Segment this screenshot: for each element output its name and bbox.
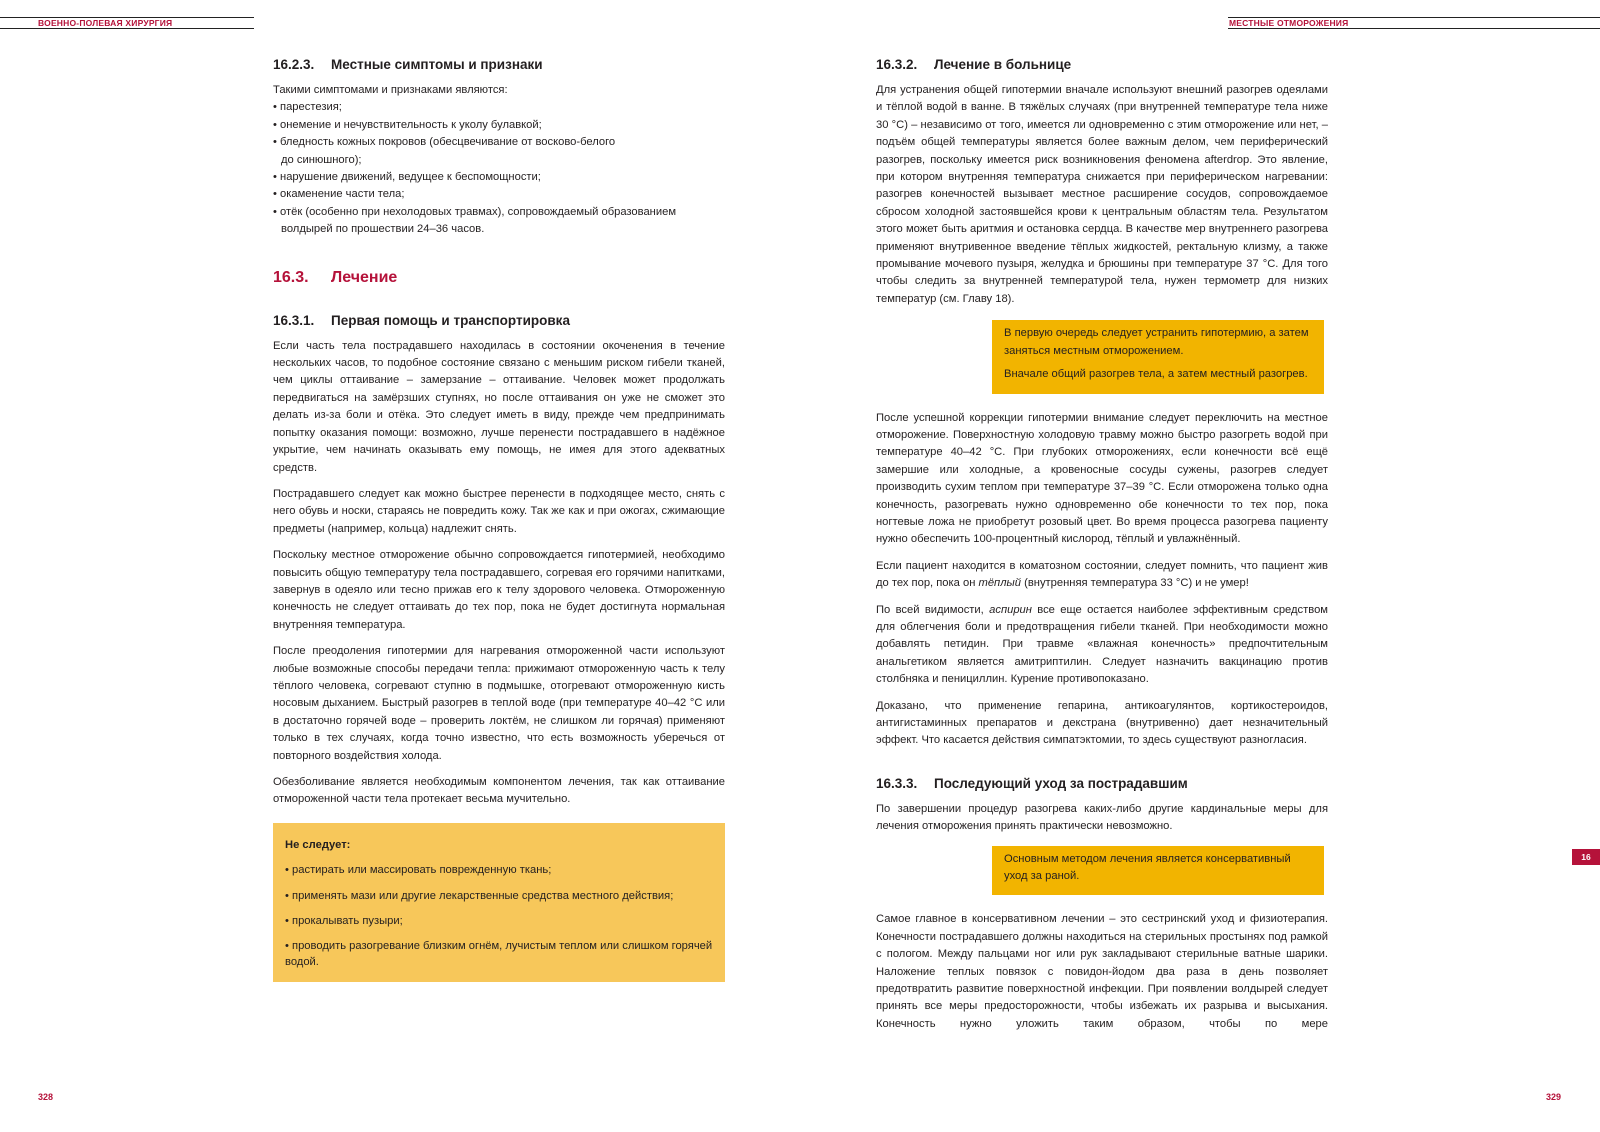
text-run: (внутренняя температура 33 °С) и не умер! bbox=[1020, 577, 1249, 590]
list-item: • окаменение части тела; bbox=[273, 188, 405, 201]
warning-box-item: • применять мази или другие лекарственные средства местного действия; bbox=[285, 889, 674, 902]
list-item: • нарушение движений, ведущее к беспомощности; bbox=[273, 171, 541, 184]
body-paragraph bbox=[876, 558, 1328, 593]
body-paragraph: Поскольку местное отморожение обычно сопровождается гипотермией, необходимо повысить общую температуру тела пострадавшего, согревая его горячими напитками, завернув в одеяло или тесно прижав его к телу здорового человека. Отмороженную конечность не следует оттаивать до тех пор, пока не будет достигнута нормальная внутренняя температура. bbox=[273, 549, 725, 631]
body-paragraph: После преодоления гипотермии для нагревания отмороженной части используют любые возможные способы передачи тепла: прижимают отмороженную часть к телу тёплого человека, согревают ступню в подмышке, отогревают отмороженную кисть носовым дыханием. Быстрый разогрев в теплой воде (при температуре 40–42 °С или в достаточно горячей воде – проверить локтём, не слишком ли горячая) применяют только в тех случаях, когда точно известно, что есть возможность уберечься от повторного воздействия холода. bbox=[273, 645, 725, 762]
warning-box-item: • прокалывать пузыри; bbox=[285, 915, 403, 928]
heading-number: 16.3.3. bbox=[876, 775, 918, 791]
heading-number: 16.2.3. bbox=[273, 57, 315, 72]
list-item-continuation: до синюшного); bbox=[281, 153, 362, 166]
header-rule-left-bottom bbox=[0, 28, 254, 29]
text-run: По всей видимости, bbox=[876, 603, 990, 616]
heading-16-3-2 bbox=[876, 57, 1328, 72]
right-page-column bbox=[876, 57, 1328, 1042]
body-paragraph: После успешной коррекции гипотермии внимание следует переключить на местное отморожение. Поверхностную холодовую травму можно быстро разогреть водой при температуре 40–42 °С. При глубоких отморожениях, если конечности всё ещё замершие или холодные, а кровеносные сосуды сужены, разогрев следует производить сухим теплом при температуре 37–39 °С. Если отморожена только одна конечность, разогревать нужно одновременно обе конечности то тех пор, пока ногтевые ложа не приобретут розовый цвет. Во время процесса разогрева пациенту нужно обеспечить 100-процентный кислород, тёплый и увлажнённый. bbox=[876, 411, 1328, 546]
warning-box-title: Не следует: bbox=[285, 838, 351, 851]
list-item-continuation: волдырей по прошествии 24–36 часов. bbox=[281, 223, 485, 236]
list-item: • бледность кожных покровов (обесцвечивание от восково-белого bbox=[273, 136, 616, 149]
heading-16-2-3 bbox=[273, 57, 725, 72]
list-item: • парестезия; bbox=[273, 101, 342, 114]
header-rule-right-bottom bbox=[1228, 28, 1600, 29]
running-header-left: ВОЕННО-ПОЛЕВАЯ ХИРУРГИЯ bbox=[38, 18, 173, 28]
warning-box bbox=[273, 823, 725, 983]
text-run: все еще остается наиболее эффективным средством для облегчения боли и предотвращения гибели тканей. При необходимости можно добавлять петидин. При травме «влажная конечность» предпочтительным анальгетиком является амитриптилин. Следует назначить вакцинацию против столбняка и пенициллин. Курение противопоказано. bbox=[876, 603, 1328, 686]
body-paragraph: Обезболивание является необходимым компонентом лечения, так как оттаивание отмороженной части тела протекает весьма мучительно. bbox=[273, 776, 725, 806]
heading-title: Лечение bbox=[331, 268, 398, 286]
list-item: • онемение и нечувствительность к уколу булавкой; bbox=[273, 118, 542, 131]
text-run: Если пациент находится в коматозном состоянии, следует помнить, что пациент жив до тех пор, пока он bbox=[876, 559, 1328, 590]
emphasis-text: тёплый bbox=[978, 577, 1021, 590]
left-page-column bbox=[273, 57, 725, 982]
warning-box-item: • растирать или массировать поврежденную ткань; bbox=[285, 864, 552, 877]
emphasis-text: аспирин bbox=[989, 603, 1032, 616]
list-item: • отёк (особенно при нехолодовых травмах), сопровождаемый образованием bbox=[273, 205, 677, 218]
key-point-text: В первую очередь следует устранить гипотермию, а затем заняться местным отморожением. bbox=[1004, 327, 1309, 357]
running-header-right: МЕСТНЫЕ ОТМОРОЖЕНИЯ bbox=[1229, 18, 1349, 28]
body-paragraph: Самое главное в консервативном лечении – это сестринский уход и физиотерапия. Конечности пострадавшего должны находиться на стерильных простынях под рамкой с пологом. Между пальцами ног или рук закладывают стерильные ватные шарики. Наложение теплых повязок с повидон-йодом два раза в день позволяет предотвратить развитие поверхностной инфекции. При появлении волдырей следует принять все меры предосторожности, чтобы избежать их разрыва и высыхания. Конечность нужно уложить таким образом, чтобы по мере bbox=[876, 913, 1328, 1030]
body-paragraph: По завершении процедур разогрева каких-либо другие кардинальные меры для лечения отморожения принять практически невозможно. bbox=[876, 802, 1328, 833]
page-number-left: 328 bbox=[38, 1092, 54, 1102]
warning-box-item: • проводить разогревание близким огнём, лучистым теплом или слишком горячей водой. bbox=[285, 940, 713, 969]
key-point-box bbox=[992, 846, 1324, 896]
body-paragraph: Если часть тела пострадавшего находилась в состоянии окоченения в течение нескольких часов, то подобное состояние связано с меньшим риском гибели тканей, чем циклы оттаивание – замерзание – оттаивание. Человек может продолжать передвигаться на замёрзших ступнях, но после оттаивания он уже не сможет это делать из-за боли и отёка. Это следует иметь в виду, прежде чем предпринимать попытку оказания помощи: возможно, лучше перенести пострадавшего в надёжное укрытие, чем начинать оказывать ему помощь, не имея для этого адекватных средств. bbox=[273, 339, 725, 474]
key-point-box bbox=[992, 320, 1324, 393]
heading-title: Местные симптомы и признаки bbox=[331, 57, 543, 72]
heading-16-3-3 bbox=[876, 776, 1328, 791]
body-paragraph: Доказано, что применение гепарина, антикоагулянтов, кортикостероидов, антигистаминных препаратов и декстрана (внутривенно) дает незначительный эффект. Что касается действия симпатэктомии, то здесь существуют разногласия. bbox=[876, 699, 1328, 747]
heading-16-3 bbox=[273, 269, 725, 287]
heading-number: 16.3.1. bbox=[273, 312, 315, 328]
heading-title: Первая помощь и транспортировка bbox=[331, 312, 570, 328]
page-number-right: 329 bbox=[1546, 1092, 1562, 1102]
list-intro: Такими симптомами и признаками являются: bbox=[273, 84, 508, 96]
body-paragraph bbox=[876, 602, 1328, 689]
key-point-text: Вначале общий разогрев тела, а затем местный разогрев. bbox=[1004, 368, 1308, 381]
heading-number: 16.3.2. bbox=[876, 57, 918, 72]
heading-16-3-1 bbox=[273, 313, 725, 328]
heading-number: 16.3. bbox=[273, 268, 309, 286]
key-point-text: Основным методом лечения является консервативный уход за раной. bbox=[1004, 852, 1291, 883]
body-paragraph: Для устранения общей гипотермии вначале используют внешний разогрев одеялами и тёплой водой в ванне. В тяжёлых случаях (при внутренней температуре тела ниже 30 °С) – независимо от того, имеется ли одновременно с этим отморожение или нет, – подъём общей температуры является более важным делом, чем периферический разогрев, поскольку имеется риск возникновения феномена afterdrop. Это явление, при котором внутренняя температура снижается при периферическом нагревании: разогрев конечностей вызывает местное расширение сосудов, сопровождаемое сбросом холодной застоявшейся крови к центральным областям тела. Результатом этого может быть аритмия и остановка сердца. В качестве мер внутреннего разогрева применяют внутривенное введение тёплых жидкостей, ректальную клизму, а также промывание мочевого пузыря, желудка и брюшины при температуре 37 °С. Для того чтобы следить за внутренней температурой тела, нужен термометр для низких температур (см. Главу 18). bbox=[876, 84, 1328, 305]
heading-title: Последующий уход за пострадавшим bbox=[934, 775, 1188, 791]
chapter-tab: 16 bbox=[1572, 849, 1600, 865]
heading-title: Лечение в больнице bbox=[934, 57, 1072, 72]
body-paragraph: Пострадавшего следует как можно быстрее перенести в подходящее место, снять с него обувь и носки, стараясь не повредить кожу. Так же как и при ожогах, сжимающие предметы (например, кольца) надлежит снять. bbox=[273, 487, 725, 535]
